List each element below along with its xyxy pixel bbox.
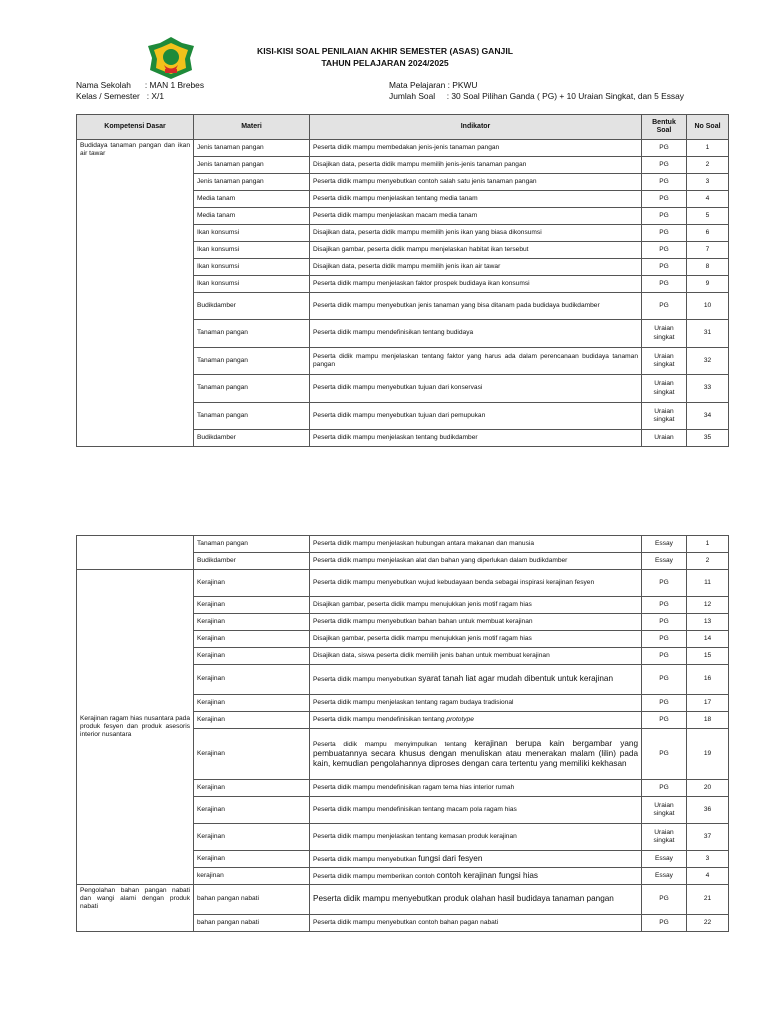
indikator-cell: Disajikan gambar, peserta didik mampu menujukkan jenis motif ragam hias xyxy=(310,597,642,614)
indikator-cell: Disajikan data, peserta didik mampu memilih jenis ikan yang biasa dikonsumsi xyxy=(310,225,642,242)
indikator-cell: Peserta didik mampu menyebutkan tujuan dari pemupukan xyxy=(310,403,642,430)
school-logo xyxy=(146,36,196,80)
materi-cell: Kerajinan xyxy=(194,597,310,614)
bentuk-soal-cell: PG xyxy=(642,695,687,712)
bentuk-soal-cell: Uraian singkat xyxy=(642,348,687,375)
document-subtitle: TAHUN PELAJARAN 2024/2025 xyxy=(321,58,449,68)
table-row xyxy=(77,885,729,915)
no-soal-cell: 4 xyxy=(687,191,729,208)
materi-cell: Kerajinan xyxy=(194,570,310,597)
materi-cell: bahan pangan nabati xyxy=(194,885,310,915)
bentuk-soal-cell: PG xyxy=(642,570,687,597)
materi-cell: Budikdamber xyxy=(194,293,310,320)
no-soal-cell: 4 xyxy=(687,868,729,885)
materi-cell: Tanaman pangan xyxy=(194,375,310,403)
mata-pelajaran: Mata Pelajaran : PKWU xyxy=(389,80,478,90)
materi-cell: Jenis tanaman pangan xyxy=(194,174,310,191)
materi-cell: Kerajinan xyxy=(194,631,310,648)
no-soal-cell: 20 xyxy=(687,780,729,797)
bentuk-soal-cell: PG xyxy=(642,225,687,242)
no-soal-cell: 37 xyxy=(687,824,729,851)
indikator-text-large: syarat tanah liat agar mudah dibentuk untuk kerajinan xyxy=(418,674,614,684)
indikator-text: Peserta didik mampu mendefinisikan tentang xyxy=(313,715,447,723)
materi-cell: Kerajinan xyxy=(194,665,310,695)
indikator-cell: Peserta didik mampu menjelaskan tentang media tanam xyxy=(310,191,642,208)
bentuk-soal-cell: Uraian singkat xyxy=(642,375,687,403)
indikator-cell: Peserta didik mampu menjelaskan tentang kemasan produk kerajinan xyxy=(310,824,642,851)
no-soal-cell: 3 xyxy=(687,174,729,191)
materi-cell: Kerajinan xyxy=(194,851,310,868)
no-soal-cell: 19 xyxy=(687,729,729,780)
indikator-cell: Disajikan data, peserta didik mampu memilih jenis-jenis tanaman pangan xyxy=(310,157,642,174)
no-soal-cell: 6 xyxy=(687,225,729,242)
bentuk-soal-cell: PG xyxy=(642,780,687,797)
kompetensi-dasar-cell: Pengolahan bahan pangan nabati dan wangi alami dengan produk nabati xyxy=(77,885,194,932)
no-soal-cell: 3 xyxy=(687,851,729,868)
indikator-text: Peserta didik mampu menyebutkan xyxy=(313,676,419,684)
indikator-cell: Peserta didik mampu menyebutkan bahan bahan untuk membuat kerajinan xyxy=(310,614,642,631)
kelas-semester: Kelas / Semester : X/1 xyxy=(76,91,164,101)
indikator-italic-text: prototype xyxy=(446,715,474,723)
bentuk-soal-cell: Uraian singkat xyxy=(642,403,687,430)
indikator-cell: Peserta didik mampu menyebutkan contoh salah satu jenis tanaman pangan xyxy=(310,174,642,191)
header-bentuk-soal: Bentuk Soal xyxy=(642,115,687,140)
table-row xyxy=(77,536,729,553)
indikator-cell xyxy=(310,885,642,915)
materi-cell: Kerajinan xyxy=(194,729,310,780)
materi-cell: Ikan konsumsi xyxy=(194,242,310,259)
bentuk-soal-cell: PG xyxy=(642,597,687,614)
indikator-cell xyxy=(310,868,642,885)
bentuk-soal-cell: PG xyxy=(642,712,687,729)
materi-cell: Kerajinan xyxy=(194,797,310,824)
bentuk-soal-cell: Uraian singkat xyxy=(642,320,687,348)
indikator-cell: Peserta didik mampu menjelaskan hubungan antara makanan dan manusia xyxy=(310,536,642,553)
bentuk-soal-cell: Essay xyxy=(642,536,687,553)
no-soal-cell: 21 xyxy=(687,885,729,915)
indikator-cell: Disajikan data, peserta didik mampu memilih jenis ikan air tawar xyxy=(310,259,642,276)
header-materi: Materi xyxy=(194,115,310,140)
bentuk-soal-cell: PG xyxy=(642,614,687,631)
no-soal-cell: 18 xyxy=(687,712,729,729)
bentuk-soal-cell: Essay xyxy=(642,868,687,885)
indikator-cell: Peserta didik mampu menyebutkan wujud kebudayaan benda sebagai inspirasi kerajinan fesyen xyxy=(310,570,642,597)
indikator-text: Peserta didik mampu menyimpulkan tentang xyxy=(313,740,475,748)
materi-cell: Ikan konsumsi xyxy=(194,225,310,242)
indikator-cell: Disajikan gambar, peserta didik mampu menjelaskan habitat ikan tersebut xyxy=(310,242,642,259)
indikator-cell xyxy=(310,712,642,729)
no-soal-cell: 32 xyxy=(687,348,729,375)
no-soal-cell: 34 xyxy=(687,403,729,430)
materi-cell: Jenis tanaman pangan xyxy=(194,140,310,157)
bentuk-soal-cell: PG xyxy=(642,293,687,320)
materi-cell: Kerajinan xyxy=(194,824,310,851)
materi-cell: Ikan konsumsi xyxy=(194,259,310,276)
indikator-text-large: contoh kerajinan fungsi hias xyxy=(436,870,539,880)
bentuk-soal-cell: PG xyxy=(642,665,687,695)
no-soal-cell: 1 xyxy=(687,140,729,157)
bentuk-soal-cell: Uraian singkat xyxy=(642,824,687,851)
no-soal-cell: 9 xyxy=(687,276,729,293)
materi-cell: Ikan konsumsi xyxy=(194,276,310,293)
bentuk-soal-cell: PG xyxy=(642,915,687,932)
indikator-text: Peserta didik mampu memberikan contoh xyxy=(313,872,437,880)
indikator-cell: Peserta didik mampu menyebutkan contoh bahan pagan nabati xyxy=(310,915,642,932)
materi-cell: Kerajinan xyxy=(194,614,310,631)
no-soal-cell: 15 xyxy=(687,648,729,665)
indikator-text: Peserta didik mampu menyebutkan xyxy=(313,855,419,863)
materi-cell: kerajinan xyxy=(194,868,310,885)
bentuk-soal-cell: PG xyxy=(642,140,687,157)
indikator-cell xyxy=(310,665,642,695)
bentuk-soal-cell: PG xyxy=(642,208,687,225)
header-indikator: Indikator xyxy=(310,115,642,140)
materi-cell: Tanaman pangan xyxy=(194,536,310,553)
kompetensi-dasar-cell xyxy=(77,536,194,570)
no-soal-cell: 11 xyxy=(687,570,729,597)
indikator-cell: Peserta didik mampu menyebutkan jenis tanaman yang bisa ditanam pada budidaya budikdamber xyxy=(310,293,642,320)
kompetensi-dasar-cell: Kerajinan ragam hias nusantara pada produk fesyen dan produk asesoris interior nusantara xyxy=(77,570,194,885)
bentuk-soal-cell: PG xyxy=(642,191,687,208)
indikator-text-large: fungsi dari fesyen xyxy=(418,853,483,863)
materi-cell: Kerajinan xyxy=(194,648,310,665)
no-soal-cell: 7 xyxy=(687,242,729,259)
jumlah-soal: Jumlah Soal : 30 Soal Pilihan Ganda ( PG) + 10 Uraian Singkat, dan 5 Essay xyxy=(389,91,684,101)
indikator-cell: Peserta didik mampu menjelaskan faktor prospek budidaya ikan konsumsi xyxy=(310,276,642,293)
materi-cell: Tanaman pangan xyxy=(194,320,310,348)
no-soal-cell: 36 xyxy=(687,797,729,824)
document-title: KISI-KISI SOAL PENILAIAN AKHIR SEMESTER (ASAS) GANJIL xyxy=(257,46,513,56)
indikator-cell: Peserta didik mampu membedakan jenis-jenis tanaman pangan xyxy=(310,140,642,157)
no-soal-cell: 2 xyxy=(687,553,729,570)
indikator-text-large: Peserta didik mampu menyebutkan produk olahan hasil budidaya tanaman pangan xyxy=(313,894,614,904)
materi-cell: Tanaman pangan xyxy=(194,403,310,430)
bentuk-soal-cell: PG xyxy=(642,157,687,174)
materi-cell: Kerajinan xyxy=(194,712,310,729)
indikator-cell: Peserta didik mampu menjelaskan macam media tanam xyxy=(310,208,642,225)
indikator-cell: Peserta didik mampu mendefinisikan ragam tema hias interior rumah xyxy=(310,780,642,797)
header-kompetensi-dasar: Kompetensi Dasar xyxy=(77,115,194,140)
materi-cell: Tanaman pangan xyxy=(194,348,310,375)
indikator-cell xyxy=(310,729,642,780)
indikator-text-large: kerajinan berupa kain bergambar yang pembuatannya secara khusus dengan menuliskan atau menerakan malam (lilin) pada kain, kemudian pengolahannya diproses dengan cara tertentu yang memiliki kekhasan xyxy=(313,738,638,769)
indikator-cell: Peserta didik mampu mendefinisikan tentang macam pola ragam hias xyxy=(310,797,642,824)
materi-cell: Jenis tanaman pangan xyxy=(194,157,310,174)
bentuk-soal-cell: PG xyxy=(642,648,687,665)
indikator-cell: Disajikan data, siswa peserta didik memilih jenis bahan untuk membuat kerajinan xyxy=(310,648,642,665)
bentuk-soal-cell: PG xyxy=(642,174,687,191)
materi-cell: Media tanam xyxy=(194,191,310,208)
no-soal-cell: 14 xyxy=(687,631,729,648)
header-no-soal: No Soal xyxy=(687,115,729,140)
no-soal-cell: 13 xyxy=(687,614,729,631)
nama-sekolah: Nama Sekolah : MAN 1 Brebes xyxy=(76,80,205,90)
materi-cell: bahan pangan nabati xyxy=(194,915,310,932)
indikator-cell: Disajikan gambar, peserta didik mampu menujukkan jenis motif ragam hias xyxy=(310,631,642,648)
bentuk-soal-cell: Uraian singkat xyxy=(642,797,687,824)
bentuk-soal-cell: PG xyxy=(642,276,687,293)
indikator-cell xyxy=(310,851,642,868)
materi-cell: Budikdamber xyxy=(194,430,310,447)
indikator-cell: Peserta didik mampu menjelaskan tentang ragam budaya tradisional xyxy=(310,695,642,712)
no-soal-cell: 10 xyxy=(687,293,729,320)
indikator-cell: Peserta didik mampu menjelaskan tentang faktor yang harus ada dalam perencanaan budidaya tanaman pangan xyxy=(310,348,642,375)
bentuk-soal-cell: PG xyxy=(642,631,687,648)
no-soal-cell: 22 xyxy=(687,915,729,932)
no-soal-cell: 16 xyxy=(687,665,729,695)
bentuk-soal-cell: Uraian xyxy=(642,430,687,447)
no-soal-cell: 8 xyxy=(687,259,729,276)
bentuk-soal-cell: Essay xyxy=(642,851,687,868)
bentuk-soal-cell: PG xyxy=(642,729,687,780)
no-soal-cell: 2 xyxy=(687,157,729,174)
no-soal-cell: 1 xyxy=(687,536,729,553)
indikator-cell: Peserta didik mampu menjelaskan alat dan bahan yang diperlukan dalam budikdamber xyxy=(310,553,642,570)
no-soal-cell: 33 xyxy=(687,375,729,403)
materi-cell: Kerajinan xyxy=(194,695,310,712)
no-soal-cell: 31 xyxy=(687,320,729,348)
materi-cell: Media tanam xyxy=(194,208,310,225)
bentuk-soal-cell: PG xyxy=(642,259,687,276)
bentuk-soal-cell: PG xyxy=(642,885,687,915)
indikator-cell: Peserta didik mampu menyebutkan tujuan dari konservasi xyxy=(310,375,642,403)
kompetensi-dasar-cell: Budidaya tanaman pangan dan ikan air tawar xyxy=(77,140,194,447)
materi-cell: Budikdamber xyxy=(194,553,310,570)
no-soal-cell: 17 xyxy=(687,695,729,712)
table-row xyxy=(77,570,729,597)
no-soal-cell: 35 xyxy=(687,430,729,447)
materi-cell: Kerajinan xyxy=(194,780,310,797)
no-soal-cell: 12 xyxy=(687,597,729,614)
bentuk-soal-cell: PG xyxy=(642,242,687,259)
kisi-kisi-table-1 xyxy=(76,114,729,447)
bentuk-soal-cell: Essay xyxy=(642,553,687,570)
indikator-cell: Peserta didik mampu menjelaskan tentang budikdamber xyxy=(310,430,642,447)
no-soal-cell: 5 xyxy=(687,208,729,225)
kisi-kisi-table-2 xyxy=(76,535,729,932)
table-row xyxy=(77,140,729,157)
indikator-cell: Peserta didik mampu mendefinisikan tentang budidaya xyxy=(310,320,642,348)
